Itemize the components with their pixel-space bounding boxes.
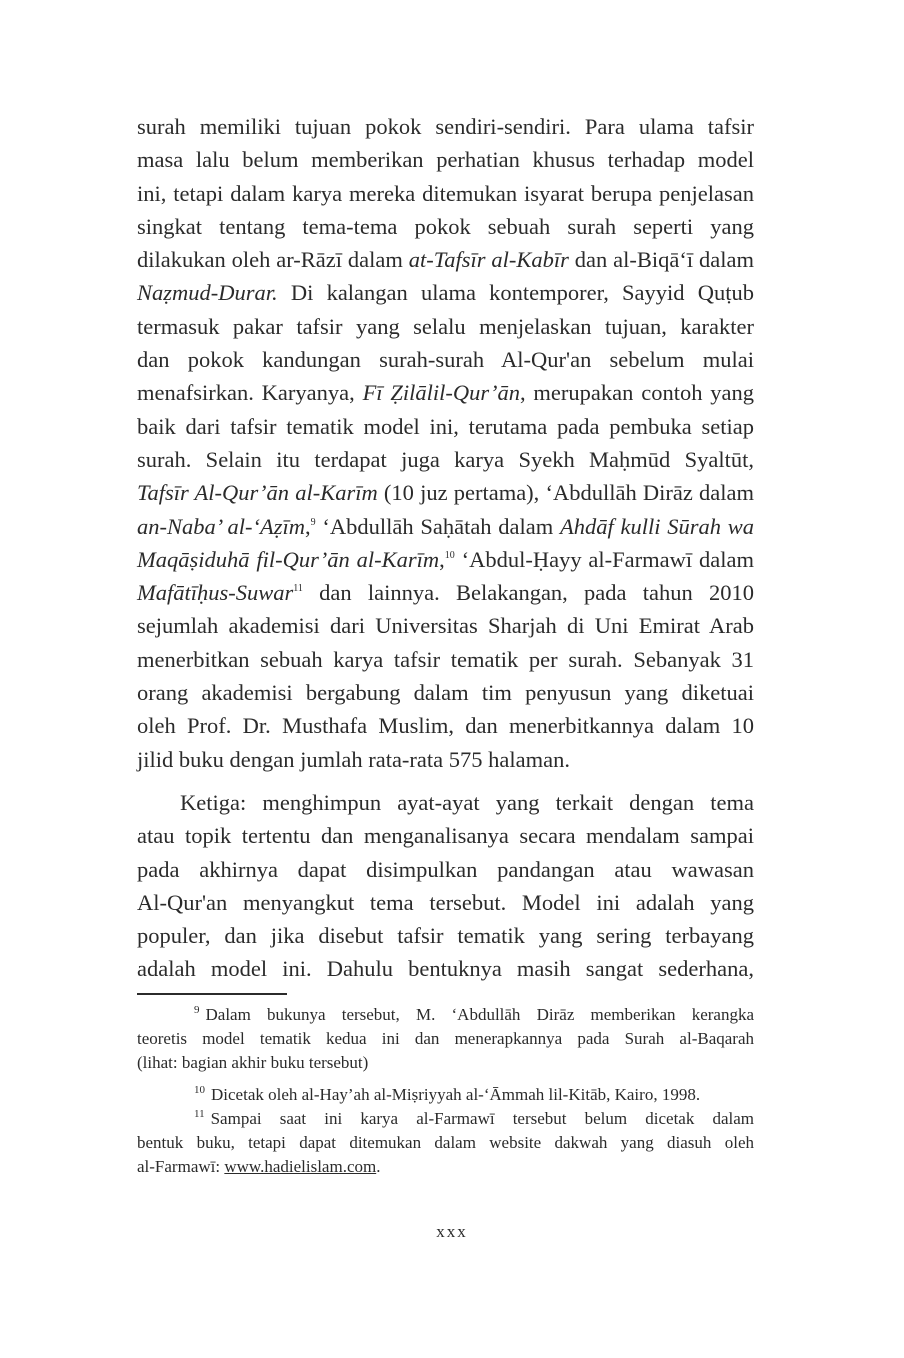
footnote-text: al-Farmawī:: [137, 1157, 221, 1176]
footnote-text: Dicetak oleh al-Hay’ah al-Miṣriyyah al-‘Āmmah lil-Kitāb, Kairo, 1998.: [211, 1085, 701, 1104]
text-run: dilakukan oleh ar-Rāzī dalam: [137, 247, 403, 273]
footnote-text: Dalam bukunya tersebut, M. ‘Abdullāh Dirāz memberikan kerangka: [205, 1005, 754, 1024]
text-line: Al-Qur'an menyangkut tema tersebut. Model ini adalah yang: [137, 889, 754, 915]
text-run: menafsirkan. Karyanya,: [137, 380, 355, 406]
footnote-gap: [137, 1075, 754, 1083]
text-line: masa lalu belum memberikan perhatian khusus terhadap model: [137, 147, 754, 173]
text-run: dan lainnya. Belakangan, pada tahun 2010: [319, 580, 754, 606]
text-line: atau topik tertentu dan menganalisanya secara mendalam sampai: [137, 823, 754, 849]
footnote-ref: 11: [293, 583, 303, 595]
footnote-line: [137, 1083, 754, 1107]
book-title: Maqāṣiduhā fil-Qur’ān al-Karīm: [137, 546, 440, 572]
website-link[interactable]: www.hadielislam.com: [224, 1157, 377, 1176]
main-text: [137, 110, 754, 986]
text-line: surah memiliki tujuan pokok sendiri-sendiri. Para ulama tafsir: [137, 114, 754, 139]
footnote-line: [137, 1107, 754, 1131]
text-run: ,: [439, 546, 445, 572]
text-line: [137, 576, 754, 609]
text-line: [137, 276, 754, 309]
footnote-line: teoretis model tematik kedua ini dan menerapkannya pada Surah al-Baqarah: [137, 1029, 754, 1048]
text-line: surah. Selain itu terdapat juga karya Syekh Maḥmūd Syaltūt,: [137, 446, 754, 472]
paragraph-gap: [137, 776, 754, 786]
text-line: adalah model ini. Dahulu bentuknya masih sangat sederhana,: [137, 956, 754, 982]
book-title: Ahdāf kulli Sūrah wa: [560, 513, 755, 539]
book-title: Tafsīr Al-Qur’ān al-Karīm: [137, 480, 378, 506]
text-run: Di kalangan ulama kontemporer, Sayyid Quṭub: [290, 280, 754, 306]
footnotes: [137, 1003, 754, 1179]
text-line: populer, dan jika disebut tafsir tematik yang sering terbayang: [137, 923, 754, 949]
footnote-number: 9: [194, 1004, 200, 1016]
text-line: dan pokok kandungan surah-surah Al-Qur'an sebelum mulai: [137, 347, 754, 373]
footnote-divider: [137, 993, 287, 995]
footnote-ref: 9: [310, 516, 316, 528]
text-run: ‘Abdul-Ḥayy al-Farmawī dalam: [461, 546, 754, 572]
text-run: dan al-Biqā‘ī dalam: [574, 247, 755, 273]
text-line: [137, 543, 754, 576]
text-line: sejumlah akademisi dari Universitas Sharjah di Uni Emirat Arab: [137, 613, 754, 639]
text-run: ‘Abdullāh Saḥātah dalam: [322, 513, 554, 539]
footnote-line: bentuk buku, tetapi dapat ditemukan dalam website dakwah yang diasuh oleh: [137, 1133, 754, 1152]
footnote-line: [137, 1155, 754, 1179]
text-line: [137, 510, 754, 543]
text-run: , merupakan contoh yang: [519, 380, 755, 406]
text-line: orang akademisi bergabung dalam tim penyusun yang diketuai: [137, 680, 754, 706]
footnote-line: [137, 1003, 754, 1027]
text-line: [137, 243, 754, 276]
page-number: xxx: [436, 1222, 468, 1241]
text-run: (10 juz pertama), ‘Abdullāh Dirāz dalam: [383, 480, 754, 506]
text-line: Ketiga: menghimpun ayat-ayat yang terkait dengan tema: [180, 789, 754, 815]
text-line: termasuk pakar tafsir yang selalu menjelaskan tujuan, karakter: [137, 313, 754, 339]
book-title: an-Naba’ al-‘Aẓīm: [137, 513, 305, 539]
book-title: at-Tafsīr al-Kabīr: [408, 247, 569, 273]
footnote-number: 10: [194, 1084, 205, 1096]
text-line: pada akhirnya dapat disimpulkan pandangan atau wawasan: [137, 856, 754, 882]
footnote-text: .: [376, 1157, 381, 1176]
text-line: [137, 376, 754, 409]
text-run: ,: [304, 513, 311, 539]
book-title: Mafātīḥus-Suwar: [137, 580, 294, 606]
text-line: [137, 476, 754, 509]
text-line: baik dari tafsir tematik model ini, terutama pada pembuka setiap: [137, 413, 754, 439]
footnote-line: (lihat: bagian akhir buku tersebut): [137, 1053, 369, 1072]
footnote-number: 11: [194, 1108, 205, 1120]
text-line: menerbitkan sebuah karya tafsir tematik per surah. Sebanyak 31: [137, 646, 754, 672]
footnote-text: Sampai saat ini karya al-Farmawī tersebut belum dicetak dalam: [210, 1109, 754, 1128]
text-line: jilid buku dengan jumlah rata-rata 575 halaman.: [137, 746, 570, 772]
footnote-ref: 10: [444, 549, 455, 561]
book-title: Fī Ẓilālil-Qur’ān: [362, 380, 520, 406]
book-title: Naẓmud-Durar.: [137, 280, 278, 306]
text-line: singkat tentang tema-tema pokok sebuah surah seperti yang: [137, 213, 754, 239]
text-line: ini, tetapi dalam karya mereka ditemukan isyarat berupa penjelasan: [137, 180, 754, 206]
text-line: oleh Prof. Dr. Musthafa Muslim, dan menerbitkannya dalam 10: [137, 713, 754, 739]
